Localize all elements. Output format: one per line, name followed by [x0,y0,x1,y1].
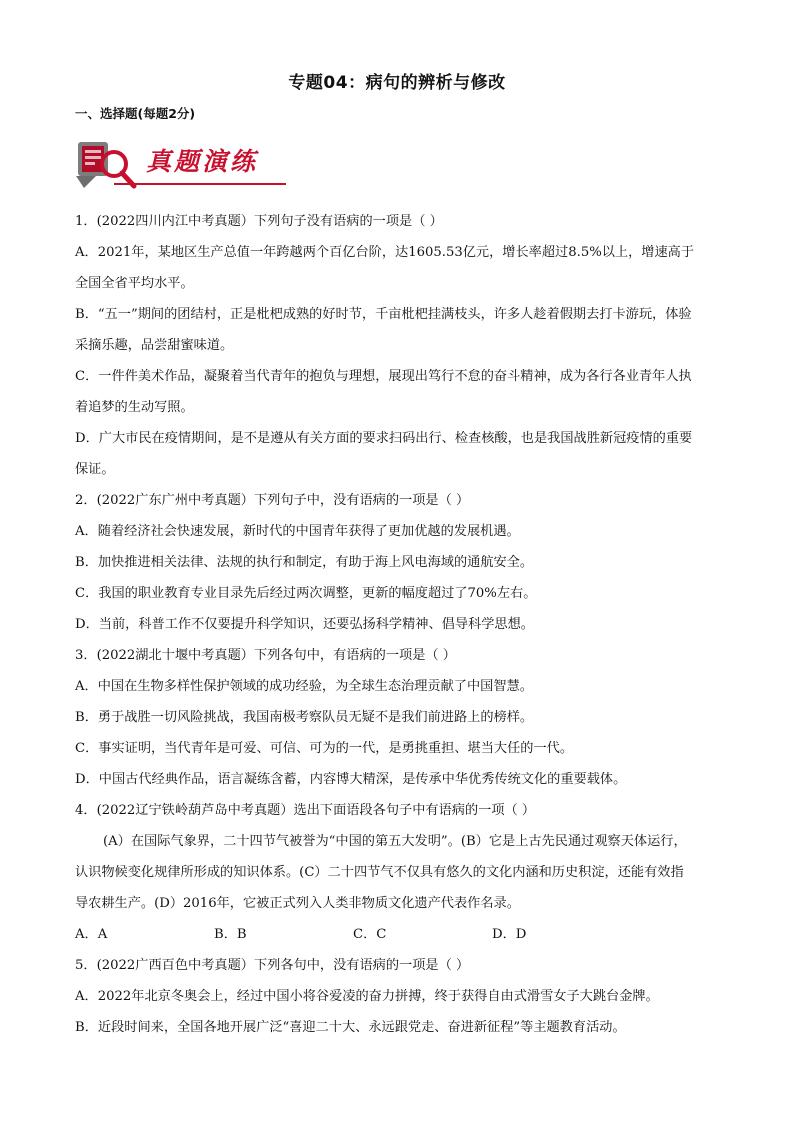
text-line: C．一件件美术作品，凝聚着当代青年的抱负与理想，展现出笃行不怠的奋斗精神，成为各行各业青年人执 [75,369,692,384]
text-line: A．2022年北京冬奥会上，经过中国小将谷爱凌的奋力拼搏，终于获得自由式滑雪女子大跳台金牌。 [75,989,659,1004]
page-title: 专题04：病句的辨析与修改 [288,73,506,93]
q4-option-d: D．D [492,927,527,942]
text-line: D．广大市民在疫情期间，是不是遵从有关方面的要求扫码出行、检查核酸，也是我国战胜新冠疫情的重要 [75,431,693,446]
text-line: 导农耕生产。(D）2016年，它被正式列入人类非物质文化遗产代表作名录。 [75,896,520,911]
text-line: 全国全省平均水平。 [75,276,194,291]
q4-option-c: C．C [353,927,387,942]
q4-options [75,919,725,950]
text-line: 着追梦的生动写照。 [75,400,194,415]
banner-text: 真题演练 [146,147,259,176]
question-stem: 2．(2022广东广州中考真题）下列句子中，没有语病的一项是（ ） [75,493,470,508]
text-line: B．加快推进相关法律、法规的执行和制定，有助于海上风电海域的通航安全。 [75,555,534,570]
text-line: A．中国在生物多样性保护领域的成功经验，为全球生态治理贡献了中国智慧。 [75,679,533,694]
q4-option-a: A．A [75,927,108,942]
text-line: 保证。 [75,462,115,477]
text-line: 采摘乐趣，品尝甜蜜味道。 [75,338,234,353]
text-line: A．随着经济社会快速发展，新时代的中国青年获得了更加优越的发展机遇。 [75,524,520,539]
text-line: B．勇于战胜一切风险挑战，我国南极考察队员无疑不是我们前进路上的榜样。 [75,710,534,725]
text-line: C．我国的职业教育专业目录先后经过两次调整，更新的幅度超过了70%左右。 [75,586,537,601]
question-stem: 5．(2022广西百色中考真题）下列各句中，没有语病的一项是（ ） [75,958,470,973]
question-stem: 1．(2022四川内江中考真题）下列句子没有语病的一项是（ ） [75,214,443,229]
banner-underline [114,183,286,185]
q4-option-b: B．B [214,927,247,942]
question-content [75,206,725,1043]
section-heading: 一、选择题(每题2分) [75,106,196,121]
question-stem: 3．(2022湖北十堰中考真题）下列各句中，有语病的一项是（ ） [75,648,456,663]
banner [74,136,288,192]
text-line: 认识物候变化规律所形成的知识体系。(C）二十四节气不仅具有悠久的文化内涵和历史积淀，还能有效指 [75,865,684,880]
text-line: (A）在国际气象界，二十四节气被誉为“中国的第五大发明”。(B）它是上古先民通过观察天体运行， [103,834,687,849]
text-line: B．“五一”期间的团结村，正是枇杷成熟的好时节，千亩枇杷挂满枝头，许多人趁着假期去打卡游玩，体验 [75,307,692,322]
text-line: D．当前，科普工作不仅要提升科学知识，还要弘扬科学精神、倡导科学思想。 [75,617,534,632]
text-line: C．事实证明，当代青年是可爱、可信、可为的一代，是勇挑重担、堪当大任的一代。 [75,741,574,756]
text-line: B．近段时间来，全国各地开展广泛“喜迎二十大、永远跟党走、奋进新征程”等主题教育活动。 [75,1020,626,1035]
text-line: A．2021年，某地区生产总值一年跨越两个百亿台阶，达1605.53亿元，增长率超过8.5%以上，增速高于 [75,245,695,260]
question-stem: 4．(2022辽宁铁岭葫芦岛中考真题）选出下面语段各句子中有语病的一项（ ） [75,803,536,818]
text-line: D．中国古代经典作品，语言凝练含蓄，内容博大精深，是传承中华优秀传统文化的重要载体。 [75,772,627,787]
